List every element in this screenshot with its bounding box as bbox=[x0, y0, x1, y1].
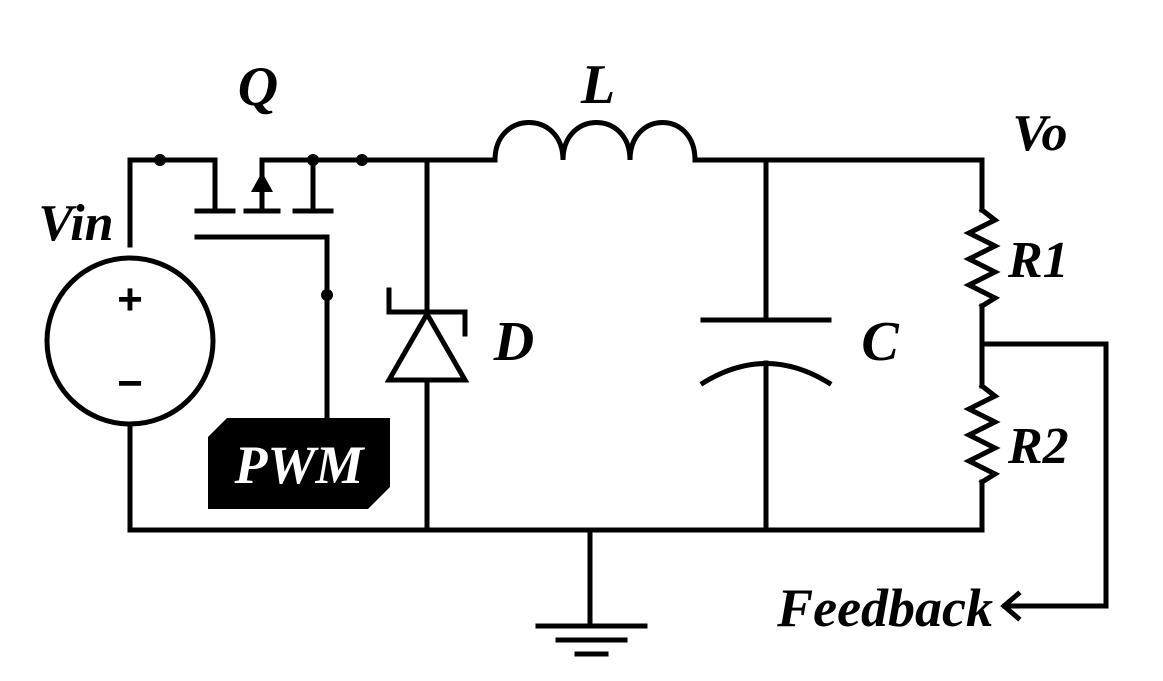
resistor-r1-zigzag bbox=[969, 210, 995, 306]
label-vo: Vo bbox=[1012, 105, 1068, 162]
label-vin: Vin bbox=[38, 195, 114, 252]
wire-feedback bbox=[982, 344, 1106, 606]
label-q: Q bbox=[237, 56, 279, 118]
junction-dot bbox=[321, 289, 333, 301]
junction-dot bbox=[154, 154, 166, 166]
source-plus-sign: + bbox=[117, 275, 143, 324]
pwm-block bbox=[208, 418, 390, 509]
label-feedback: Feedback bbox=[777, 578, 993, 638]
mosfet-switch bbox=[197, 160, 331, 211]
wire-top-left bbox=[130, 160, 215, 245]
wire-top-right bbox=[695, 160, 982, 210]
wire-gate bbox=[197, 237, 327, 418]
junction-dot bbox=[356, 154, 368, 166]
label-c: C bbox=[861, 311, 899, 373]
resistor-r2-zigzag bbox=[969, 386, 995, 482]
diode-triangle bbox=[389, 314, 465, 380]
label-l: L bbox=[580, 54, 616, 116]
inductor-coil bbox=[495, 123, 695, 161]
mosfet-arrow bbox=[251, 172, 273, 192]
source-minus-sign: − bbox=[117, 359, 143, 408]
label-r2: R2 bbox=[1008, 418, 1069, 475]
voltage-source bbox=[47, 258, 213, 424]
label-r1: R1 bbox=[1008, 232, 1069, 289]
resistor-r1 bbox=[969, 210, 995, 306]
pwm-label: PWM bbox=[234, 435, 364, 495]
junction-dot bbox=[307, 154, 319, 166]
ground-symbol bbox=[538, 626, 645, 654]
inductor bbox=[495, 123, 695, 161]
wires bbox=[130, 160, 1106, 626]
label-d: D bbox=[493, 311, 535, 373]
resistor-r2 bbox=[969, 386, 995, 482]
